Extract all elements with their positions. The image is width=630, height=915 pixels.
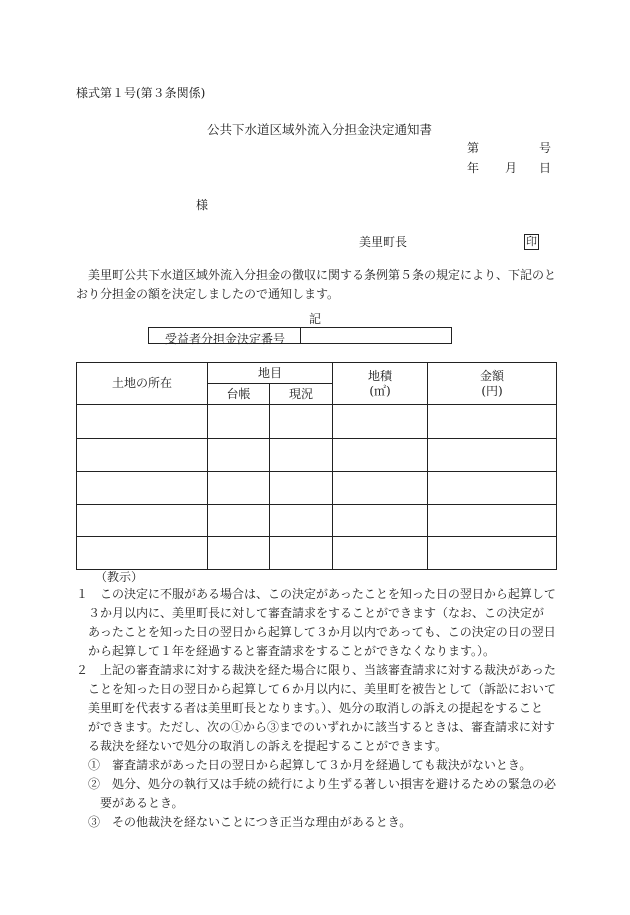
cell-kingaku[interactable] <box>428 405 557 439</box>
seal-mark: 印 <box>526 235 537 248</box>
cell-location[interactable] <box>77 537 208 570</box>
cell-daicho[interactable] <box>208 505 270 537</box>
form-label: 様式第１号(第３条関係) <box>76 86 206 100</box>
cell-genkyo[interactable] <box>270 439 333 472</box>
cell-location[interactable] <box>77 405 208 439</box>
cell-location[interactable] <box>77 472 208 505</box>
table-row <box>77 439 557 472</box>
table-row <box>77 472 557 505</box>
note-1-line-4: から起算して１年を経過すると審査請求をすることができなくなります。）。 <box>88 644 496 658</box>
table-row <box>77 537 557 570</box>
header-daicho: 台帳 <box>208 384 270 405</box>
sender-title: 美里町長 <box>359 235 408 249</box>
cell-genkyo[interactable] <box>270 405 333 439</box>
cell-daicho[interactable] <box>208 537 270 570</box>
date-year: 年 <box>467 161 480 175</box>
cell-daicho[interactable] <box>208 405 270 439</box>
header-chimoku: 地目 <box>208 363 333 384</box>
header-genkyo: 現況 <box>270 384 333 405</box>
ki-heading: 記 <box>309 312 322 326</box>
cell-chiseki[interactable] <box>333 405 428 439</box>
header-kingaku-unit: (円) <box>481 383 503 398</box>
note-1-line-3: あったことを知った日の翌日から起算して３か月以内であっても、この決定の日の翌日 <box>88 625 556 639</box>
cell-genkyo[interactable] <box>270 472 333 505</box>
land-table <box>76 362 557 570</box>
note-2-line-5: る裁決を経ないで処分の取消しの訴えを提起することができます。 <box>88 739 448 753</box>
cell-kingaku[interactable] <box>428 439 557 472</box>
cell-chiseki[interactable] <box>333 537 428 570</box>
document-title: 公共下水道区域外流入分担金決定通知書 <box>207 122 433 137</box>
cell-chiseki[interactable] <box>333 472 428 505</box>
cell-genkyo[interactable] <box>270 505 333 537</box>
kyoji-heading: （教示） <box>95 570 144 584</box>
header-kingaku <box>428 363 557 405</box>
cell-chiseki[interactable] <box>333 439 428 472</box>
header-chiseki-unit: (㎡) <box>369 383 391 398</box>
note-sub-3: ③ その他裁決を経ないことにつき正当な理由があるとき。 <box>88 815 412 829</box>
decision-number-label-cell <box>148 327 301 344</box>
note-1-line-1: １ この決定に不服がある場合は、この決定があったことを知った日の翌日から起算して <box>76 587 556 601</box>
cell-daicho[interactable] <box>208 439 270 472</box>
body-line-1: 美里町公共下水道区域外流入分担金の徴収に関する条例第５条の規定により、下記のと <box>88 268 557 282</box>
header-location: 土地の所在 <box>77 363 208 405</box>
addressee-suffix: 様 <box>196 198 209 212</box>
date-month: 月 <box>505 161 518 175</box>
header-kingaku-label: 金額 <box>480 368 505 383</box>
cell-chiseki[interactable] <box>333 505 428 537</box>
note-sub-1: ① 審査請求があった日の翌日から起算して３か月を経過しても裁決がないとき。 <box>88 758 532 772</box>
date-day: 日 <box>539 161 552 175</box>
decision-number-field[interactable] <box>300 327 452 344</box>
cell-kingaku[interactable] <box>428 537 557 570</box>
note-2-line-4: ができます。ただし、次の①から③までのいずれかに該当するときは、審査請求に対す <box>88 720 556 734</box>
cell-kingaku[interactable] <box>428 505 557 537</box>
table-row <box>77 405 557 439</box>
cell-kingaku[interactable] <box>428 472 557 505</box>
doc-number-go: 号 <box>539 141 552 155</box>
cell-location[interactable] <box>77 505 208 537</box>
header-chiseki <box>333 363 428 405</box>
table-row <box>77 505 557 537</box>
note-1-line-2: ３か月以内に、美里町長に対して審査請求をすることができます（なお、この決定が <box>88 606 545 620</box>
doc-number-dai: 第 <box>467 141 480 155</box>
note-2-line-2: ことを知った日の翌日から起算して６か月以内に、美里町を被告として（訴訟において <box>88 682 557 696</box>
header-chiseki-label: 地積 <box>368 368 393 383</box>
note-sub-2-line-2: 要があるとき。 <box>100 796 184 810</box>
cell-daicho[interactable] <box>208 472 270 505</box>
note-2-line-1: ２ 上記の審査請求に対する裁決を経た場合に限り、当該審査請求に対する裁決があった <box>76 663 556 677</box>
body-line-2: おり分担金の額を決定しましたので通知します。 <box>76 287 340 301</box>
note-2-line-3: 美里町を代表する者は美里町長となります。）、処分の取消しの訴えの提起をすること <box>88 701 544 715</box>
cell-genkyo[interactable] <box>270 537 333 570</box>
note-sub-2-line-1: ② 処分、処分の執行又は手続の続行により生ずる著しい損害を避けるための緊急の必 <box>88 777 557 791</box>
decision-number-label: 受益者分担金決定番号 <box>165 332 286 346</box>
cell-location[interactable] <box>77 439 208 472</box>
